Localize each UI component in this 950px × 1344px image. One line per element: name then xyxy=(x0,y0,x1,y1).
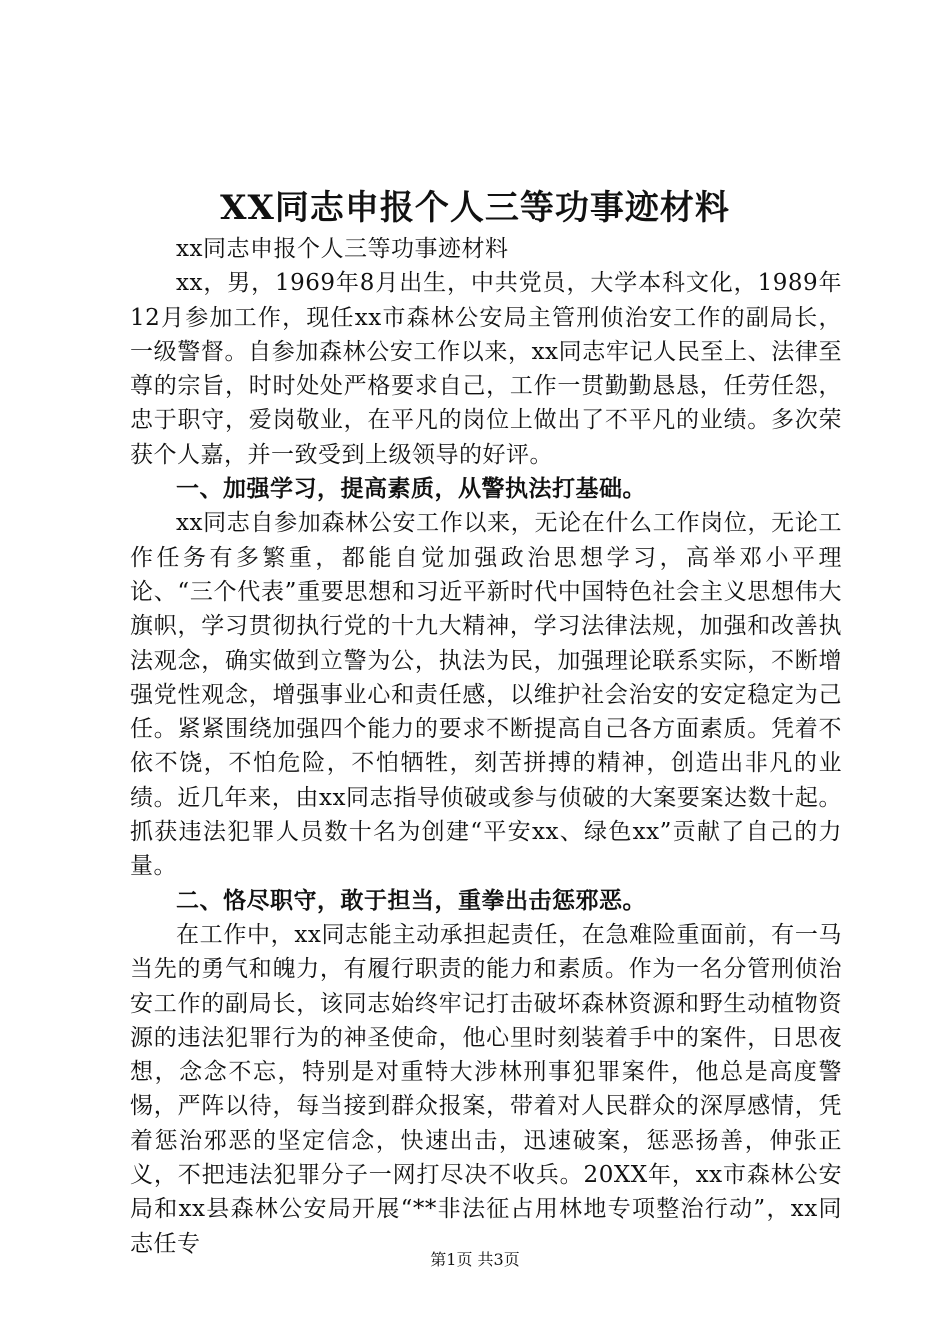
paragraph-section-1: xx同志自参加森林公安工作以来，无论在什么工作岗位，无论工作任务有多繁重，都能自觉加强政治思想学习，高举邓小平理论、“三个代表”重要思想和习近平新时代中国特色社会主义思想伟大旗帜，学习贯彻执行党的十九大精神，学习法律法规，加强和改善执法观念，确实做到立警为公，执法为民，加强理论联系实际，不断增强党性观念，增强事业心和责任感，以维护社会治安的安定稳定为己任。紧紧围绕加强四个能力的要求不断提高自己各方面素质。凭着不依不饶，不怕危险，不怕牺牲，刻苦拼搏的精神，创造出非凡的业绩。近几年来，由xx同志指导侦破或参与侦破的大案要案达数十起。抓获违法犯罪人员数十名为创建“平安xx、绿色xx”贡献了自己的力量。 xyxy=(130,510,842,880)
paragraph-subtitle: xx同志申报个人三等功事迹材料 xyxy=(176,236,509,262)
document-body xyxy=(130,232,842,1261)
section-heading-1: 一、加强学习，提高素质，从警执法打基础。 xyxy=(176,476,646,503)
paragraph-intro: xx，男，1969年8月出生，中共党员，大学本科文化，1989年12月参加工作，现任xx市森林公安局主管刑侦治安工作的副局长，一级警督。自参加森林公安工作以来，xx同志牢记人民至上、法律至尊的宗旨，时时处处严格要求自己，工作一贯勤勤恳恳，任劳任怨，忠于职守，爱岗敬业，在平凡的岗位上做出了不平凡的业绩。多次荣获个人嘉，并一致受到上级领导的好评。 xyxy=(130,270,842,468)
document-title: XX同志申报个人三等功事迹材料 xyxy=(220,188,730,228)
paragraph-section-2: 在工作中，xx同志能主动承担起责任，在急难险重面前，有一马当先的勇气和魄力，有履行职责的能力和素质。作为一名分管刑侦治安工作的副局长，该同志始终牢记打击破坏森林资源和野生动植物资源的违法犯罪行为的神圣使命，他心里时刻装着手中的案件，日思夜想，念念不忘，特别是对重特大涉林刑事犯罪案件，他总是高度警惕，严阵以待，每当接到群众报案，带着对人民群众的深厚感情，凭着惩治邪恶的坚定信念，快速出击，迅速破案，惩恶扬善，伸张正义，不把违法犯罪分子一网打尽决不收兵。20XX年，xx市森林公安局和xx县森林公安局开展“**非法征占用林地专项整治行动”，xx同志任专 xyxy=(130,921,842,1257)
page-number-footer: 第1页 共3页 xyxy=(430,1250,520,1269)
section-heading-2: 二、恪尽职守，敢于担当，重拳出击惩邪恶。 xyxy=(176,887,646,914)
